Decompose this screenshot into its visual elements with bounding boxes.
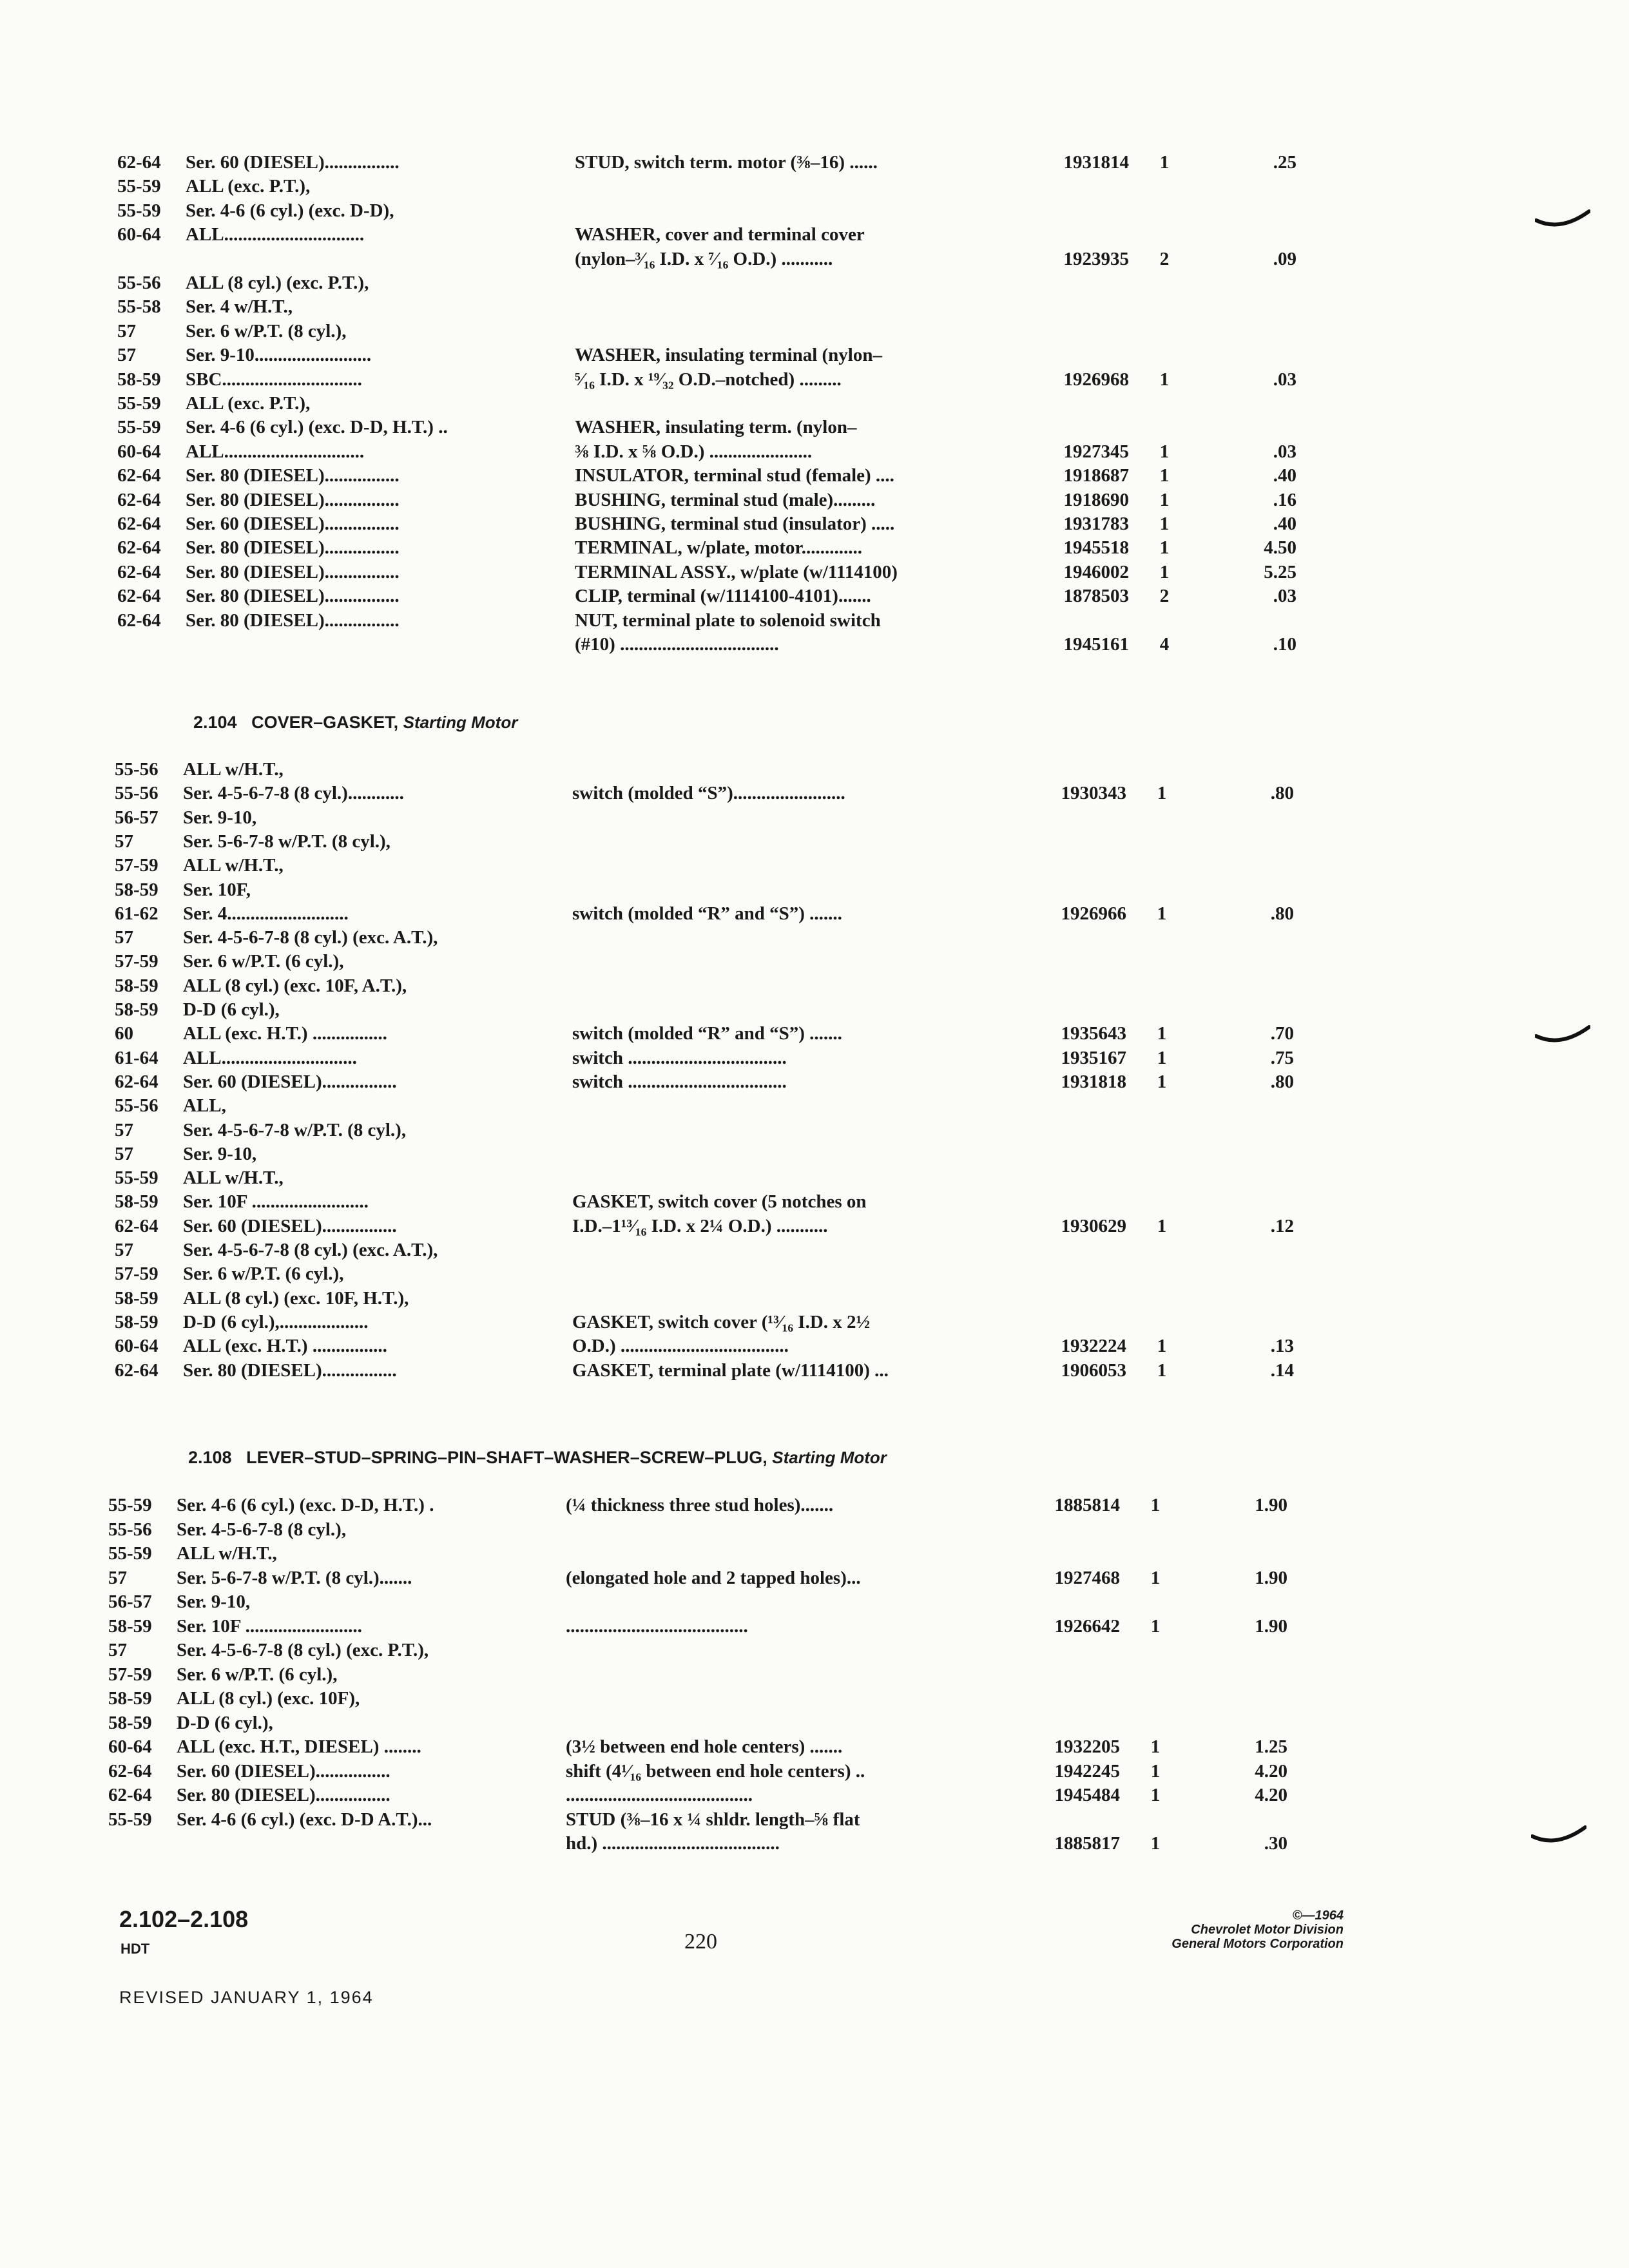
- part-description: GASKET, switch cover (5 notches on: [572, 1191, 867, 1212]
- part-number: 1931818: [1061, 1072, 1126, 1092]
- quantity: 1: [1157, 1072, 1167, 1092]
- quantity: 2: [1159, 249, 1170, 269]
- price: 1.90: [1255, 1495, 1287, 1515]
- part-description: TERMINAL, w/plate, motor.............: [575, 537, 863, 558]
- application: ALL (exc. H.T., DIESEL) ........: [177, 1736, 421, 1757]
- part-number: 1923935: [1063, 249, 1129, 269]
- price: .80: [1270, 1072, 1294, 1092]
- model-years: 55-59: [117, 393, 161, 414]
- model-years: 58-59: [115, 1312, 159, 1332]
- application: ALL (exc. P.T.),: [186, 176, 311, 197]
- application: D-D (6 cyl.),...................: [183, 1312, 369, 1332]
- quantity: 1: [1150, 1785, 1161, 1805]
- part-description: BUSHING, terminal stud (male).........: [575, 490, 876, 510]
- division-name: Chevrolet Motor Division: [1191, 1923, 1344, 1937]
- quantity: 1: [1150, 1736, 1161, 1757]
- part-description: ⅜ I.D. x ⅝ O.D.) ......................: [575, 441, 813, 462]
- part-number: 1931783: [1063, 514, 1129, 534]
- price: .14: [1270, 1360, 1294, 1381]
- part-description: WASHER, cover and terminal cover: [575, 224, 865, 245]
- model-years: 57-59: [115, 951, 159, 972]
- part-description: switch (molded “R” and “S”) .......: [572, 903, 842, 924]
- application: ALL w/H.T.,: [177, 1543, 277, 1564]
- part-number: 1878503: [1063, 586, 1129, 606]
- price: .09: [1273, 249, 1296, 269]
- model-years: 60: [115, 1023, 133, 1044]
- quantity: 1: [1159, 537, 1170, 558]
- application: Ser. 4-5-6-7-8 (8 cyl.) (exc. A.T.),: [183, 1240, 438, 1260]
- price: .03: [1273, 441, 1296, 462]
- model-years: 58-59: [108, 1616, 152, 1637]
- application: Ser. 80 (DIESEL)................: [186, 562, 400, 582]
- quantity: 1: [1150, 1833, 1161, 1854]
- punch-hole-mark: [1535, 205, 1590, 231]
- application: ALL (8 cyl.) (exc. P.T.),: [186, 273, 369, 293]
- part-description: hd.) ......................................: [566, 1833, 780, 1854]
- model-years: 58-59: [115, 1288, 159, 1309]
- part-number: 1927468: [1054, 1568, 1120, 1588]
- model-years: 56-57: [108, 1591, 152, 1612]
- application: Ser. 60 (DIESEL)................: [186, 152, 400, 173]
- model-years: 62-64: [115, 1360, 159, 1381]
- model-years: 55-59: [117, 417, 161, 437]
- price: .16: [1273, 490, 1296, 510]
- model-years: 57: [115, 1144, 133, 1164]
- part-number: 1885814: [1054, 1495, 1120, 1515]
- price: .40: [1273, 514, 1296, 534]
- model-years: 55-59: [108, 1495, 152, 1515]
- quantity: 1: [1157, 1336, 1167, 1356]
- application: ALL (8 cyl.) (exc. 10F, H.T.),: [183, 1288, 409, 1309]
- application: Ser. 10F .........................: [177, 1616, 362, 1637]
- part-number: 1918690: [1063, 490, 1129, 510]
- model-years: 57: [108, 1568, 127, 1588]
- part-description: NUT, terminal plate to solenoid switch: [575, 610, 881, 631]
- model-years: 62-64: [117, 537, 161, 558]
- quantity: 1: [1150, 1495, 1161, 1515]
- part-description: shift (4¹⁄₁₆ between end hole centers) ..: [566, 1761, 865, 1782]
- application: Ser. 80 (DIESEL)................: [183, 1360, 397, 1381]
- part-number: 1930629: [1061, 1216, 1126, 1236]
- price: 4.50: [1264, 537, 1296, 558]
- quantity: 1: [1157, 903, 1167, 924]
- model-years: 56-57: [115, 807, 159, 828]
- part-number: 1918687: [1063, 465, 1129, 486]
- corporation-name: General Motors Corporation: [1171, 1937, 1344, 1951]
- model-years: 58-59: [115, 999, 159, 1020]
- price: .03: [1273, 369, 1296, 390]
- footer-section-range: 2.102–2.108: [119, 1906, 249, 1932]
- part-number: 1946002: [1063, 562, 1129, 582]
- section-title: LEVER–STUD–SPRING–PIN–SHAFT–WASHER–SCREW–PLUG,: [246, 1448, 767, 1467]
- part-description: (nylon–³⁄₁₆ I.D. x ⁷⁄₁₆ O.D.) ...........: [575, 249, 833, 269]
- price: 1.25: [1255, 1736, 1287, 1757]
- quantity: 4: [1159, 634, 1170, 655]
- model-years: 57: [115, 831, 133, 852]
- price: .25: [1273, 152, 1296, 173]
- part-number: 1932205: [1054, 1736, 1120, 1757]
- application: ALL,: [183, 1095, 226, 1116]
- application: Ser. 4-5-6-7-8 (8 cyl.),: [177, 1519, 347, 1540]
- application: ALL w/H.T.,: [183, 759, 284, 780]
- quantity: 1: [1159, 562, 1170, 582]
- part-description: CLIP, terminal (w/1114100-4101).......: [575, 586, 871, 606]
- application: Ser. 9-10,: [183, 807, 257, 828]
- application: Ser. 4-5-6-7-8 (8 cyl.) (exc. A.T.),: [183, 927, 438, 948]
- part-description: (¼ thickness three stud holes).......: [566, 1495, 834, 1515]
- model-years: 55-59: [117, 200, 161, 221]
- part-number: 1945484: [1054, 1785, 1120, 1805]
- price: .40: [1273, 465, 1296, 486]
- model-years: 55-59: [108, 1809, 152, 1830]
- application: Ser. 80 (DIESEL)................: [186, 586, 400, 606]
- application: Ser. 80 (DIESEL)................: [177, 1785, 390, 1805]
- application: Ser. 4-6 (6 cyl.) (exc. D-D),: [186, 200, 394, 221]
- quantity: 1: [1150, 1761, 1161, 1782]
- model-years: 55-56: [115, 1095, 159, 1116]
- price: .80: [1270, 903, 1294, 924]
- part-description: (#10) ..................................: [575, 634, 779, 655]
- application: ALL (8 cyl.) (exc. 10F, A.T.),: [183, 975, 407, 996]
- application: Ser. 6 w/P.T. (6 cyl.),: [183, 1264, 344, 1284]
- price: 4.20: [1255, 1761, 1287, 1782]
- section-number: 2.104: [193, 713, 237, 732]
- part-description: O.D.) ....................................: [572, 1336, 789, 1356]
- model-years: 55-59: [115, 1168, 159, 1188]
- price: .10: [1273, 634, 1296, 655]
- application: Ser. 4-6 (6 cyl.) (exc. D-D, H.T.) .: [177, 1495, 434, 1515]
- punch-hole-mark: [1531, 1821, 1586, 1847]
- part-description: INSULATOR, terminal stud (female) ....: [575, 465, 894, 486]
- price: .13: [1270, 1336, 1294, 1356]
- part-number: 1926968: [1063, 369, 1129, 390]
- model-years: 55-56: [115, 783, 159, 803]
- application: Ser. 4-6 (6 cyl.) (exc. D-D, H.T.) ..: [186, 417, 448, 437]
- application: Ser. 80 (DIESEL)................: [186, 490, 400, 510]
- model-years: 60-64: [108, 1736, 152, 1757]
- application: Ser. 10F .........................: [183, 1191, 369, 1212]
- model-years: 57-59: [108, 1664, 152, 1685]
- model-years: 55-58: [117, 296, 161, 317]
- application: Ser. 4-5-6-7-8 w/P.T. (8 cyl.),: [183, 1120, 407, 1140]
- model-years: 58-59: [115, 975, 159, 996]
- page-number: 220: [684, 1930, 717, 1954]
- application: D-D (6 cyl.),: [177, 1713, 273, 1733]
- model-years: 62-64: [117, 514, 161, 534]
- quantity: 1: [1159, 490, 1170, 510]
- application: Ser. 9-10.........................: [186, 345, 372, 365]
- part-description: WASHER, insulating term. (nylon–: [575, 417, 857, 437]
- application: ALL..............................: [186, 441, 365, 462]
- quantity: 1: [1159, 441, 1170, 462]
- model-years: 58-59: [108, 1688, 152, 1709]
- part-description: STUD (⅜–16 x ¼ shldr. length–⅝ flat: [566, 1809, 860, 1830]
- model-years: 61-64: [115, 1048, 159, 1068]
- model-years: 57-59: [115, 1264, 159, 1284]
- section-number: 2.108: [188, 1448, 232, 1467]
- part-description: GASKET, switch cover (¹³⁄₁₆ I.D. x 2½: [572, 1312, 871, 1332]
- application: Ser. 60 (DIESEL)................: [183, 1216, 397, 1236]
- price: .03: [1273, 586, 1296, 606]
- part-number: 1932224: [1061, 1336, 1126, 1356]
- model-years: 58-59: [115, 1191, 159, 1212]
- model-years: 62-64: [115, 1072, 159, 1092]
- model-years: 55-56: [108, 1519, 152, 1540]
- application: Ser. 5-6-7-8 w/P.T. (8 cyl.).......: [177, 1568, 412, 1588]
- application: Ser. 4-6 (6 cyl.) (exc. D-D A.T.)...: [177, 1809, 432, 1830]
- model-years: 61-62: [115, 903, 159, 924]
- price: .70: [1270, 1023, 1294, 1044]
- model-years: 58-59: [115, 879, 159, 900]
- part-number: 1906053: [1061, 1360, 1126, 1381]
- part-description: ⁵⁄₁₆ I.D. x ¹⁹⁄₃₂ O.D.–notched) .........: [575, 369, 842, 390]
- application: ALL..............................: [186, 224, 365, 245]
- model-years: 57: [117, 321, 136, 341]
- part-description: BUSHING, terminal stud (insulator) .....: [575, 514, 895, 534]
- model-years: 57-59: [115, 855, 159, 876]
- model-years: 62-64: [108, 1785, 152, 1805]
- model-years: 57: [108, 1640, 127, 1660]
- part-number: 1945161: [1063, 634, 1129, 655]
- application: Ser. 80 (DIESEL)................: [186, 465, 400, 486]
- part-number: 1885817: [1054, 1833, 1120, 1854]
- application: Ser. 10F,: [183, 879, 251, 900]
- part-number: 1926642: [1054, 1616, 1120, 1637]
- part-description: switch ..................................: [572, 1048, 787, 1068]
- model-years: 62-64: [117, 586, 161, 606]
- part-description: (3½ between end hole centers) .......: [566, 1736, 843, 1757]
- quantity: 2: [1159, 586, 1170, 606]
- model-years: 62-64: [117, 562, 161, 582]
- quantity: 1: [1157, 1360, 1167, 1381]
- part-number: 1930343: [1061, 783, 1126, 803]
- price: .80: [1270, 783, 1294, 803]
- model-years: 62-64: [117, 465, 161, 486]
- quantity: 1: [1159, 369, 1170, 390]
- model-years: 60-64: [117, 441, 161, 462]
- model-years: 57: [117, 345, 136, 365]
- model-years: 62-64: [117, 610, 161, 631]
- quantity: 1: [1150, 1568, 1161, 1588]
- application: Ser. 60 (DIESEL)................: [177, 1761, 390, 1782]
- application: ALL (exc. H.T.) ................: [183, 1336, 387, 1356]
- application: Ser. 9-10,: [183, 1144, 257, 1164]
- application: Ser. 6 w/P.T. (6 cyl.),: [183, 951, 344, 972]
- price: .75: [1270, 1048, 1294, 1068]
- quantity: 1: [1159, 152, 1170, 173]
- model-years: 60-64: [117, 224, 161, 245]
- section-subtitle: Starting Motor: [772, 1448, 887, 1467]
- part-description: TERMINAL ASSY., w/plate (w/1114100): [575, 562, 898, 582]
- application: ALL (8 cyl.) (exc. 10F),: [177, 1688, 360, 1709]
- model-years: 58-59: [117, 369, 161, 390]
- part-number: 1942245: [1054, 1761, 1120, 1782]
- application: Ser. 60 (DIESEL)................: [186, 514, 400, 534]
- quantity: 1: [1157, 1048, 1167, 1068]
- model-years: 62-64: [117, 490, 161, 510]
- application: Ser. 60 (DIESEL)................: [183, 1072, 397, 1092]
- application: ALL w/H.T.,: [183, 855, 284, 876]
- section-title: COVER–GASKET,: [251, 713, 399, 732]
- part-number: 1935167: [1061, 1048, 1126, 1068]
- part-number: 1926966: [1061, 903, 1126, 924]
- model-years: 58-59: [108, 1713, 152, 1733]
- application: ALL (exc. P.T.),: [186, 393, 311, 414]
- section-2108-heading: [188, 1448, 887, 1468]
- application: Ser. 80 (DIESEL)................: [186, 537, 400, 558]
- price: .30: [1264, 1833, 1287, 1854]
- price: 4.20: [1255, 1785, 1287, 1805]
- quantity: 1: [1157, 783, 1167, 803]
- quantity: 1: [1159, 514, 1170, 534]
- price: 1.90: [1255, 1616, 1287, 1637]
- model-years: 57: [115, 1120, 133, 1140]
- application: ALL.............................: [183, 1048, 357, 1068]
- model-years: 55-59: [108, 1543, 152, 1564]
- punch-hole-mark: [1535, 1021, 1590, 1046]
- part-number: 1945518: [1063, 537, 1129, 558]
- part-number: 1927345: [1063, 441, 1129, 462]
- model-years: 62-64: [117, 152, 161, 173]
- part-description: ........................................: [566, 1785, 753, 1805]
- part-description: GASKET, terminal plate (w/1114100) ...: [572, 1360, 889, 1381]
- model-years: 55-56: [115, 759, 159, 780]
- application: Ser. 5-6-7-8 w/P.T. (8 cyl.),: [183, 831, 390, 852]
- application: Ser. 9-10,: [177, 1591, 251, 1612]
- quantity: 1: [1157, 1023, 1167, 1044]
- application: Ser. 4 w/H.T.,: [186, 296, 293, 317]
- price: 1.90: [1255, 1568, 1287, 1588]
- price: .12: [1270, 1216, 1294, 1236]
- application: D-D (6 cyl.),: [183, 999, 280, 1020]
- application: ALL w/H.T.,: [183, 1168, 284, 1188]
- part-description: switch ..................................: [572, 1072, 787, 1092]
- application: Ser. 80 (DIESEL)................: [186, 610, 400, 631]
- model-years: 55-56: [117, 273, 161, 293]
- part-description: .......................................: [566, 1616, 748, 1637]
- part-description: I.D.–1¹³⁄₁₆ I.D. x 2¼ O.D.) ...........: [572, 1216, 828, 1236]
- part-description: switch (molded “S”)........................: [572, 783, 845, 803]
- model-years: 62-64: [115, 1216, 159, 1236]
- publisher-block: [1121, 1908, 1344, 1951]
- model-years: 55-59: [117, 176, 161, 197]
- model-years: 60-64: [115, 1336, 159, 1356]
- part-number: 1935643: [1061, 1023, 1126, 1044]
- model-years: 57: [115, 927, 133, 948]
- quantity: 1: [1150, 1616, 1161, 1637]
- part-description: switch (molded “R” and “S”) .......: [572, 1023, 842, 1044]
- application: ALL (exc. H.T.) ................: [183, 1023, 387, 1044]
- quantity: 1: [1159, 465, 1170, 486]
- application: Ser. 4-5-6-7-8 (8 cyl.) (exc. P.T.),: [177, 1640, 429, 1660]
- section-subtitle: Starting Motor: [403, 713, 518, 732]
- part-description: (elongated hole and 2 tapped holes)...: [566, 1568, 861, 1588]
- part-description: WASHER, insulating terminal (nylon–: [575, 345, 882, 365]
- footer-code: HDT: [120, 1941, 150, 1957]
- price: 5.25: [1264, 562, 1296, 582]
- section-2104-heading: [193, 713, 517, 733]
- application: SBC..............................: [186, 369, 362, 390]
- revised-date: REVISED JANUARY 1, 1964: [119, 1988, 374, 2007]
- quantity: 1: [1157, 1216, 1167, 1236]
- part-number: 1931814: [1063, 152, 1129, 173]
- copyright: ©—1964: [1292, 1908, 1344, 1923]
- model-years: 57: [115, 1240, 133, 1260]
- application: Ser. 4..........................: [183, 903, 349, 924]
- model-years: 62-64: [108, 1761, 152, 1782]
- application: Ser. 6 w/P.T. (6 cyl.),: [177, 1664, 338, 1685]
- part-description: STUD, switch term. motor (⅜–16) ......: [575, 152, 878, 173]
- application: Ser. 4-5-6-7-8 (8 cyl.)............: [183, 783, 404, 803]
- application: Ser. 6 w/P.T. (8 cyl.),: [186, 321, 347, 341]
